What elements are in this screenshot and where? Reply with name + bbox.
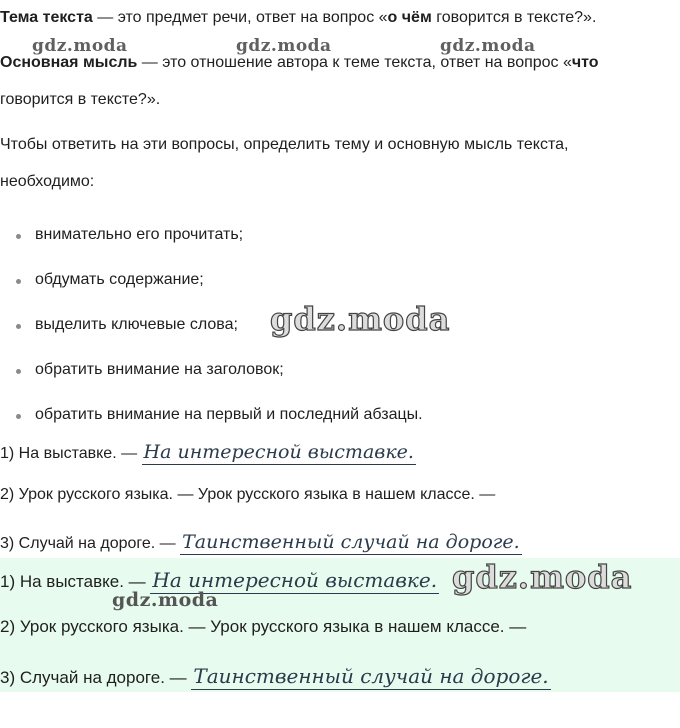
list-item-text: выделить ключевые слова; [35,316,238,333]
topic-question: о чём [387,9,432,26]
topic-term: Тема текста [0,9,93,26]
watermark: gdz.moda [236,36,332,56]
handwritten-answer: Таинственный случай на дороге. [193,664,549,688]
handwritten-answer: На интересной выставке. [143,441,414,463]
answer-1-highlighted [0,568,439,592]
watermark: gdz.moda [452,558,633,596]
answer-text: 3) Случай на дороге. — [0,668,192,687]
watermark: gdz.moda [440,36,536,56]
watermark: gdz.moda [32,36,128,56]
bullet-icon [16,234,21,239]
list-item-text: внимательно его прочитать; [35,226,244,243]
bullet-icon [16,324,21,329]
answer-3-highlighted [0,664,551,688]
instruction-line-1: Чтобы ответить на эти вопросы, определить тему и основную мысль текста, [0,136,569,153]
idea-definition-cont: говорится в тексте?». [0,91,161,108]
handwritten-answer: На интересной выставке. [152,568,438,592]
watermark: gdz.moda [270,300,451,338]
bullet-icon [16,414,21,419]
list-item-text: обдумать содержание; [35,271,204,288]
bullet-icon [16,369,21,374]
answer-text: 2) Урок русского языка. — Урок русского языка в нашем классе. — [0,617,527,636]
idea-question: что [571,54,599,71]
list-item-text: обратить внимание на заголовок; [35,361,284,378]
watermark: gdz.moda [112,589,219,611]
answer-2 [0,486,495,504]
answer-1 [0,441,416,463]
topic-definition [0,9,596,27]
handwritten-answer: Таинственный случай на дороге. [182,531,520,553]
idea-text-a: — это отношение автора к теме текста, ответ на вопрос « [137,54,572,71]
answer-3 [0,531,522,553]
instruction-line-2: необходимо: [0,173,95,190]
answer-text: 1) На выставке. — [0,445,142,462]
idea-definition [0,54,599,72]
idea-term: Основная мысль [0,54,138,71]
list-item-text: обратить внимание на первый и последний абзацы. [35,406,423,423]
answer-text: 3) Случай на дороге. — [0,535,181,552]
topic-text-a: — это предмет речи, ответ на вопрос « [92,9,388,26]
answer-text: 2) Урок русского языка. — Урок русского языка в нашем классе. — [0,486,496,503]
answer-2-highlighted [0,617,526,637]
topic-text-b: говорится в тексте?». [431,9,597,26]
answer-text: 1) На выставке. — [0,572,151,591]
bullet-icon [16,279,21,284]
